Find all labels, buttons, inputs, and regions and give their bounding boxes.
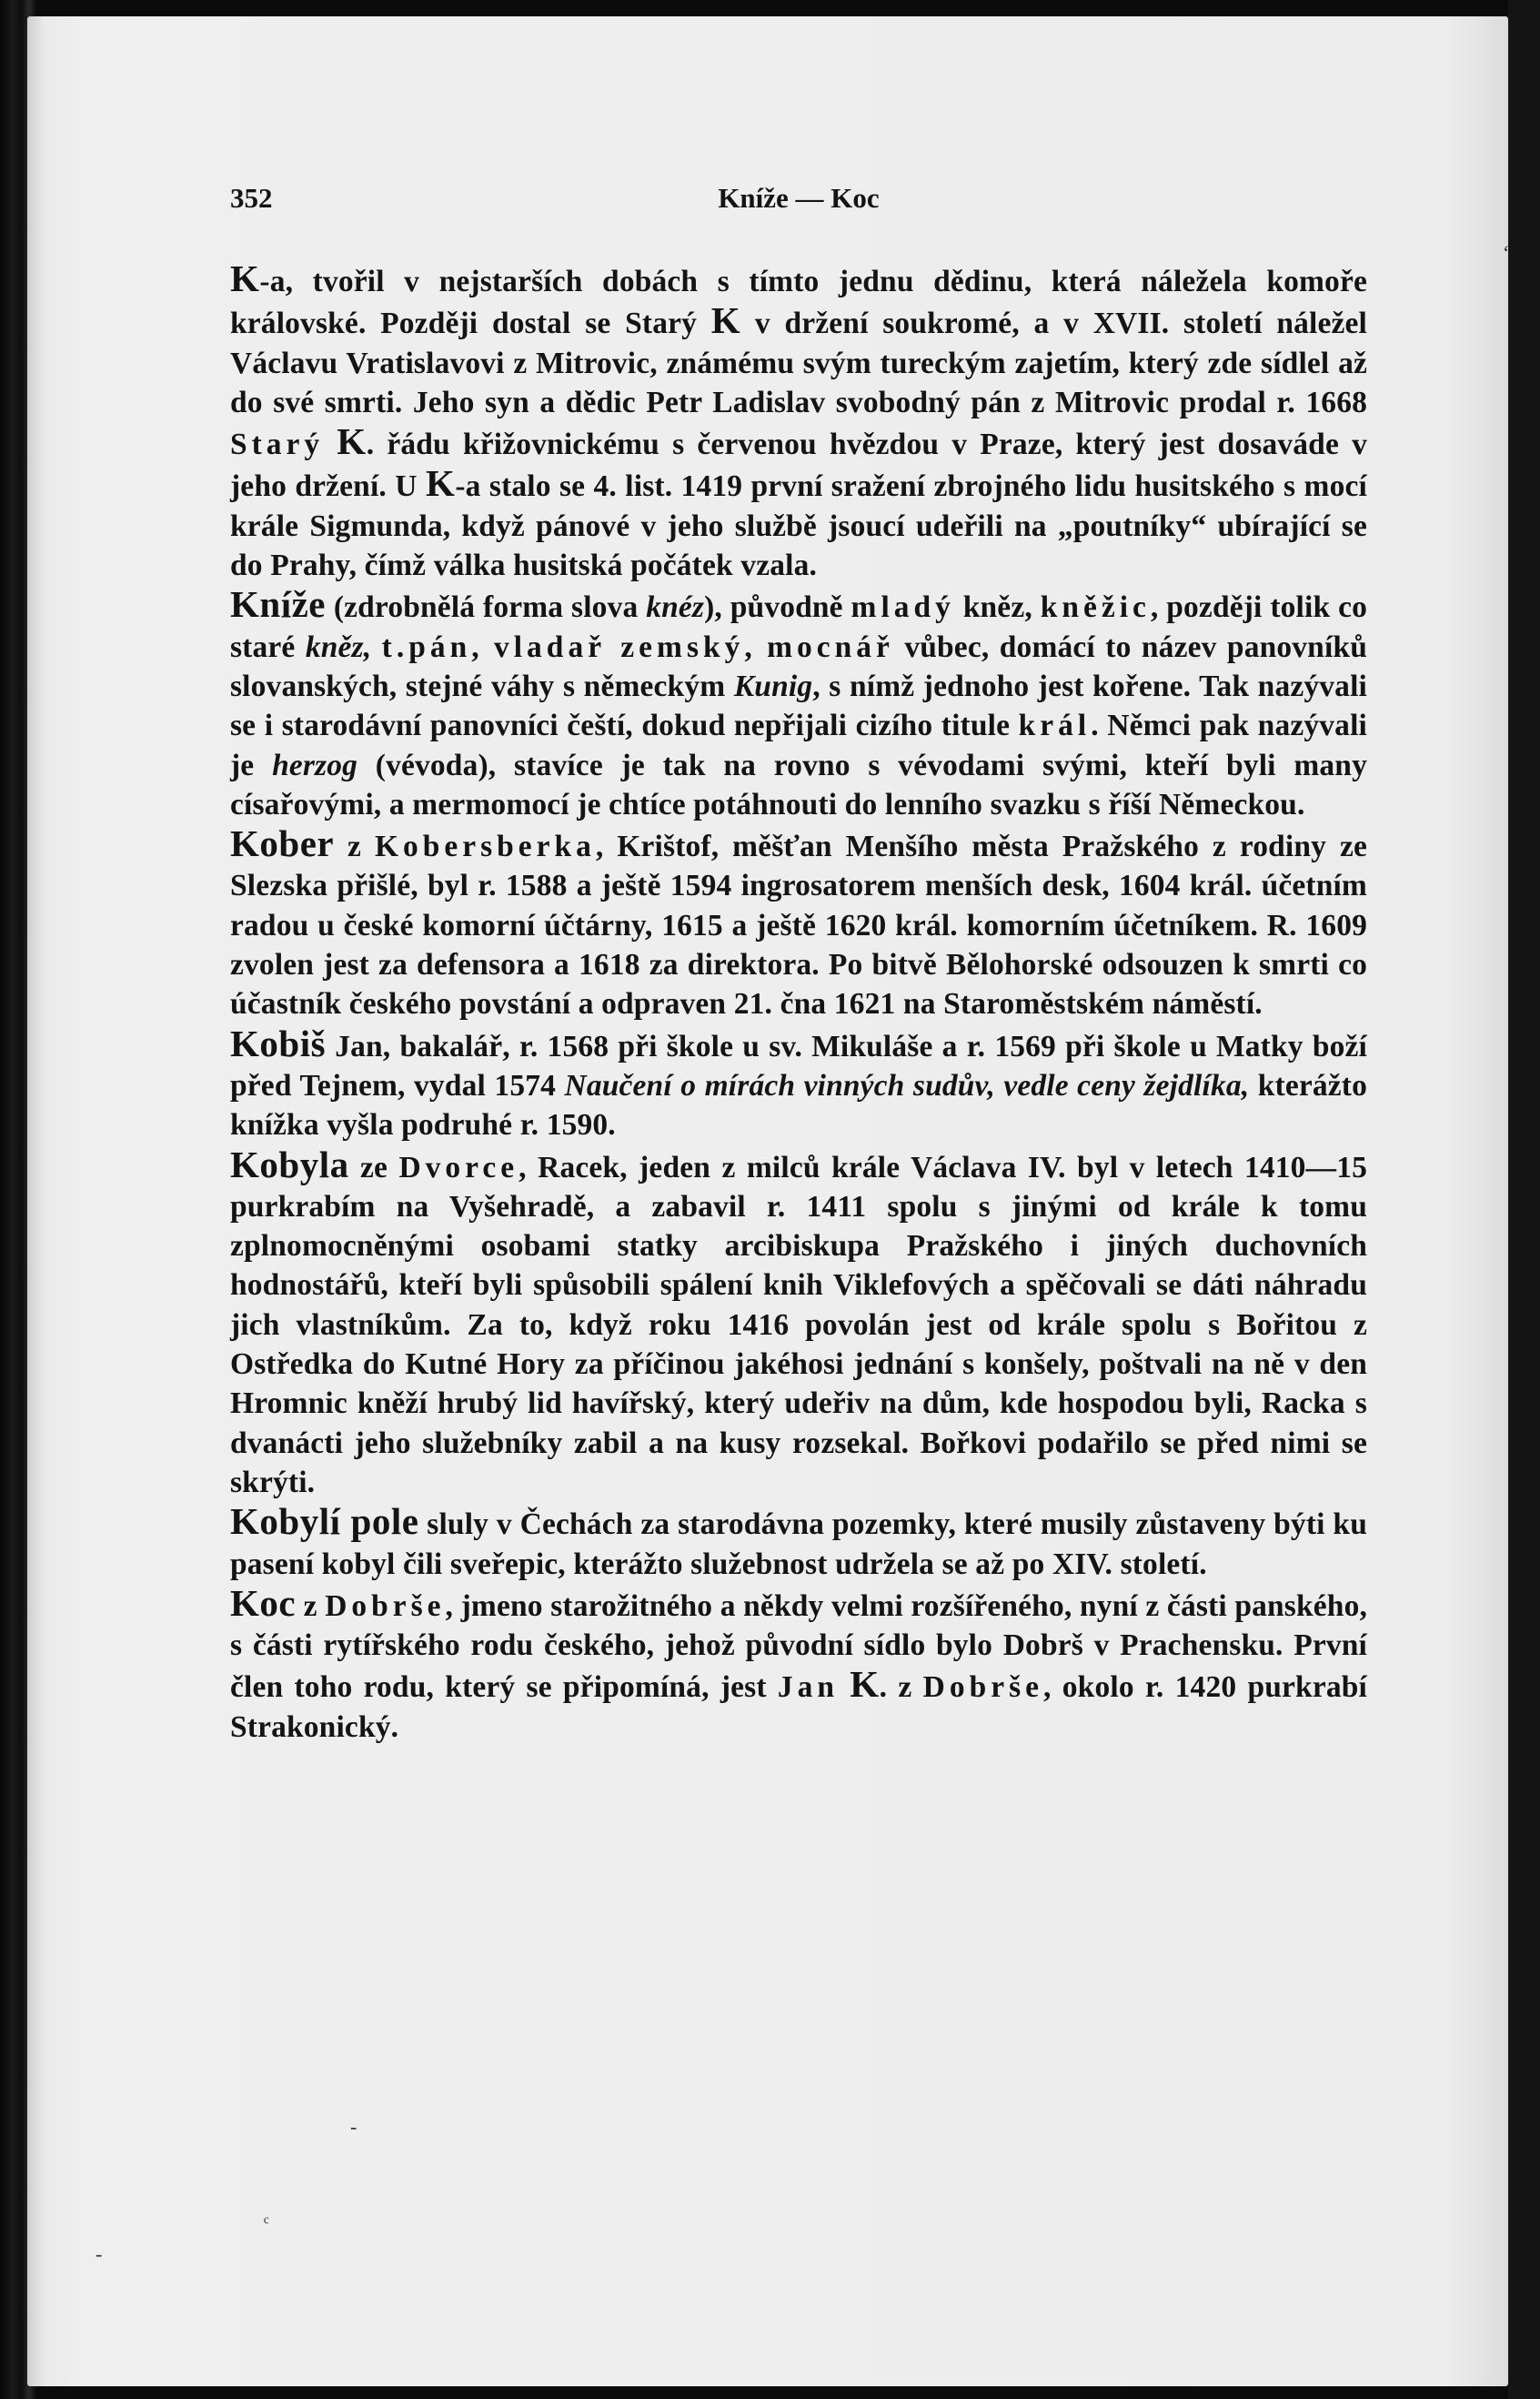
spaced-text: mladý [851, 590, 955, 625]
text-run: sluly v Čechách za starodávna pozemky, které musily zůstaveny býti ku pasení kobyl čili sveřepic, kterážto služebnost udržela se až po XIV. století. [230, 1507, 1367, 1581]
text-run [757, 630, 767, 664]
text-run: v držení soukromé, a v XVII. století náležel Václavu Vratislavovi z Mitrovic, známému svým tureckým zajetím, který zde sídlel až do své smrti. Jeho syn a dědic Petr Ladislav svobodný pán z Mitrovic prodal r. 1668 [230, 307, 1367, 419]
encyclopedia-text [230, 259, 1367, 1747]
spaced-text: Dobrše [325, 1588, 446, 1623]
text-run: . řádu křižovnickému s červenou hvězdou v Praze, který jest dosaváde v jeho držení. U [230, 428, 1367, 504]
spaced-text: kněžic [1040, 590, 1151, 625]
text-run: , jmeno starožitného a někdy velmi rozšířeného, nyní z části panského, s části rytířského rodu českého, jehož původní sídlo bylo Dobrš v Prachensku. První člen toho rodu, který se připomíná, jest [230, 1588, 1367, 1705]
headword: Koc [230, 1581, 297, 1624]
entry-kobis [230, 1024, 1367, 1145]
text-run: , Krištof, měšťan Menšího města Pražského z rodiny ze Slezska přišlé, byl r. 1588 a ještě 1594 ingrosatorem menších desk, 1604 král. účetním radou u české komorní účtárny, 1615 a ještě 1620 král. komorním účetníkem. R. 1609 zvolen jest za defensora a 1618 za direktora. Po bitvě Bělohorské odsouzen k smrti co účastník českého povstání a odpraven 21. čna 1621 na Staroměstském náměstí. [230, 830, 1367, 1022]
scan-speck: - [350, 2115, 357, 2138]
headword: K [850, 1663, 880, 1706]
headword: K [230, 257, 260, 299]
text-run: (vévoda), stavíce je tak na rovno s vévodami svými, kteří byli many císařovými, a mermomocí je chtíce potáhnouti do lenního svazku s říší Německou. [230, 748, 1367, 822]
spaced-text: Starý [230, 428, 325, 462]
spaced-text: Kobersberka [374, 830, 596, 864]
spaced-text: vladař zemský, [494, 630, 757, 664]
italic-text: kněz, [305, 630, 372, 664]
entry-k-continuation [230, 259, 1367, 585]
headword: Kobylí pole [230, 1500, 419, 1543]
text-run: vůbec, domácí to název panovníků slovanských, stejné váhy s německým [230, 630, 1367, 703]
text-run: z [296, 1588, 326, 1623]
text-run: ze [348, 1150, 399, 1184]
italic-text: knéz [646, 590, 705, 625]
italic-text: Kunig [733, 669, 813, 703]
text-run: -a stalo se 4. list. 1419 první sražení zbrojného lidu husitského s mocí krále Sigmunda, když pánové v jeho službě jsoucí udeřili na „poutníky“ ubírající se do Prahy, čímž válka husitská počátek vzala. [230, 469, 1367, 583]
text-run: . z [879, 1670, 923, 1705]
headword: K [337, 420, 367, 463]
text-run [324, 428, 337, 461]
text-run: , s nímž jednoho jest kořene. Tak nazývali se i starodávní panovníci čeští, dokud nepřijali cizího titule [230, 669, 1368, 743]
text-run: , okolo r. 1420 purkrabí Strakonický. [230, 1670, 1367, 1744]
text-run [371, 630, 381, 664]
running-title: Kníže — Koc [718, 182, 880, 214]
spaced-text: t.pán, [381, 630, 484, 664]
headword: Kobiš [230, 1022, 327, 1064]
entry-kober [230, 824, 1367, 1023]
italic-text: herzog [272, 748, 358, 782]
entry-knize [230, 585, 1367, 824]
entry-kobyli-pole [230, 1502, 1367, 1584]
spaced-text: mocnář [767, 630, 894, 664]
scan-speck: - [96, 2243, 103, 2265]
spaced-text: Jan [777, 1670, 840, 1705]
text-run: (zdrobnělá forma slova [325, 590, 647, 625]
headword: K [710, 299, 741, 342]
text-run: -a, tvořil v nejstarších dobách s tímto jednu dědinu, která náležela komoře královské. Později dostal se Starý [230, 265, 1367, 341]
text-run: z [334, 830, 375, 864]
spaced-text: král [1018, 709, 1092, 743]
text-run: ), původně [704, 590, 851, 625]
italic-text: Naučení o mírách vinných sudův, vedle ceny žejdlíka, [564, 1068, 1250, 1103]
text-run: . Němci pak nazývali je [230, 709, 1367, 782]
running-header [230, 182, 1367, 218]
page-number: 352 [230, 182, 273, 214]
spaced-text: Dvorce [398, 1150, 519, 1184]
headword: K [425, 462, 456, 505]
text-run: kterážto knížka vyšla podruhé r. 1590. [230, 1068, 1367, 1143]
headword: Kobyla [230, 1143, 349, 1185]
scan-edge [1508, 0, 1540, 2399]
spaced-text: Dobrše [922, 1670, 1044, 1705]
entry-koc [230, 1581, 1367, 1747]
text-run: , Racek, jeden z milců krále Václava IV. byl v letech 1410—15 purkrabím na Vyšehradě, a zabavil r. 1411 spolu s jinými od krále k tomu zplnomocněnými osobami statky arcibiskupa Pražského i jiných duchovních hodnostářů, kteří byli spůsobili spálení knih Viklefových a spěčovali se dáti náhradu jich vlastníkům. Za to, když roku 1416 povolán jest od krále spolu s Bořitou z Ostředka do Kutné Hory za příčinou jakéhosi jednání s konšely, poštvali na ně v den Hromnic kněží hrubý lid havířský, který udeřiv na dům, kde hospodou byli, Racka s dvanácti jeho služebníky zabil a na kusy rozsekal. Bořkovi podařilo se před nimi se skrýti. [230, 1150, 1367, 1499]
text-run: Jan, bakalář, r. 1568 při škole u sv. Mikuláše a r. 1569 při škole u Matky boží před Tejnem, vydal 1574 [230, 1029, 1367, 1103]
headword: Kober [230, 822, 335, 865]
entry-kobyla [230, 1145, 1367, 1503]
text-run: , později tolik co staré [230, 590, 1367, 664]
headword: Kníže [230, 583, 326, 626]
scan-speck: ᶜ [264, 2211, 269, 2233]
text-run: kněz, [954, 590, 1041, 625]
text-run [839, 1670, 850, 1704]
text-run [484, 630, 494, 664]
scan-speck: ʻ [1503, 241, 1510, 264]
